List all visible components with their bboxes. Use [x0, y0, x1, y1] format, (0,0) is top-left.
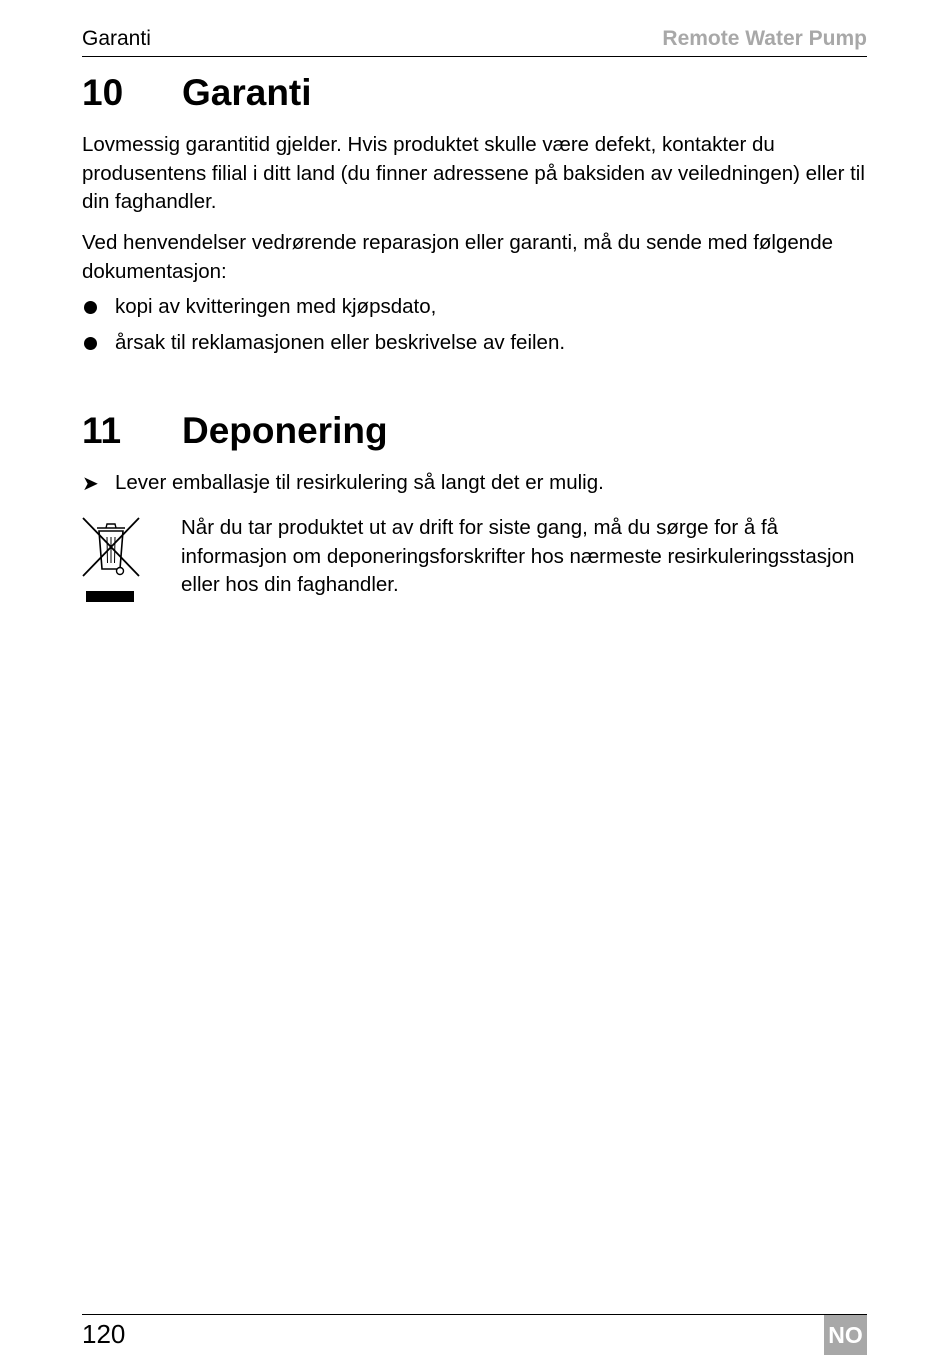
crossed-out-wheelie-bin-icon: [80, 515, 142, 607]
running-header-product: Remote Water Pump: [662, 27, 867, 50]
section-title: Deponering: [182, 410, 388, 451]
documentation-paragraph: Ved henvendelser vedrørende reparasjon eller garanti, må du sende med følgende dokumentasjon:: [82, 231, 833, 283]
bullet-icon: [84, 337, 97, 350]
list-item-text: kopi av kvitteringen med kjøpsdato,: [115, 295, 437, 318]
header-rule: [82, 56, 867, 57]
section-number: 10: [82, 72, 124, 113]
footer-rule: [82, 1314, 867, 1315]
action-step-text: Lever emballasje til resirkulering så langt det er mulig.: [115, 471, 604, 494]
arrow-right-icon: ➤: [82, 471, 99, 495]
section-number: 11: [82, 410, 122, 451]
disposal-note: Når du tar produktet ut av drift for siste gang, må du sørge for å få informasjon om deponeringsforskrifter hos nærmeste resirkuleringsstasjon eller hos din faghandler.: [181, 516, 855, 596]
bullet-icon: [84, 301, 97, 314]
section-title: Garanti: [182, 72, 312, 113]
warranty-paragraph: Lovmessig garantitid gjelder. Hvis produktet skulle være defekt, kontakter du produsentens filial i ditt land (du finner adressene på baksiden av veiledningen) eller til din faghandler.: [82, 133, 865, 213]
list-item-text: årsak til reklamasjonen eller beskrivelse av feilen.: [115, 331, 566, 354]
section-heading-deponering: [82, 409, 388, 453]
section-heading-garanti: [82, 71, 312, 115]
language-badge: NO: [824, 1315, 867, 1355]
page-number: 120: [82, 1319, 126, 1349]
running-header-section: Garanti: [82, 27, 151, 50]
